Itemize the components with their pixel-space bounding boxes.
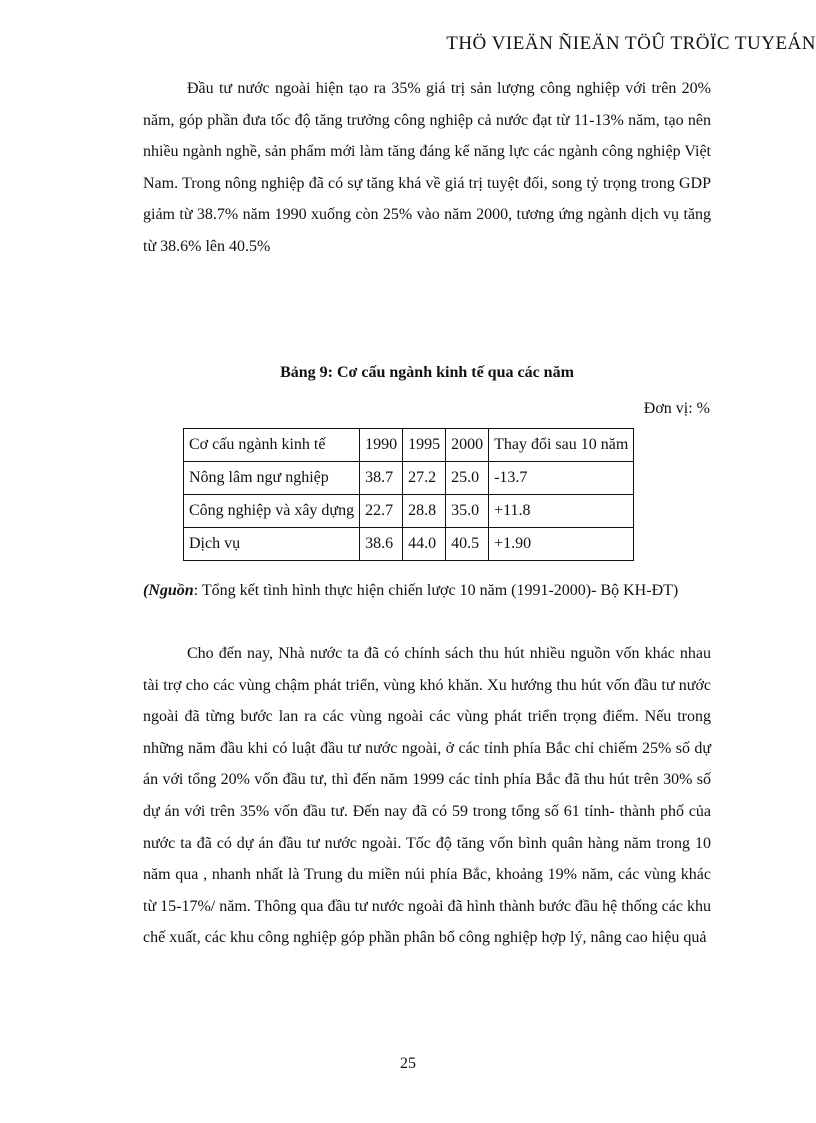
- header-cell: 2000: [446, 429, 489, 462]
- header-cell: 1995: [403, 429, 446, 462]
- table-cell: 27.2: [403, 462, 446, 495]
- header-cell: Cơ cấu ngành kinh tế: [184, 429, 360, 462]
- header-cell: Thay đổi sau 10 năm: [489, 429, 634, 462]
- table-cell: Nông lâm ngư nghiệp: [184, 462, 360, 495]
- running-header: THÖ VIEÄN ÑIEÄN TÖÛ TRÖÏC TUYEÁN: [446, 33, 816, 54]
- table-cell: 44.0: [403, 528, 446, 561]
- table-cell: -13.7: [489, 462, 634, 495]
- source-text: : Tổng kết tình hình thực hiện chiến lược 10 năm (1991-2000)- Bộ KH-ĐT): [193, 582, 679, 599]
- paragraph-intro: Đầu tư nước ngoài hiện tạo ra 35% giá trị sản lượng công nghiệp với trên 20% năm, góp phần đưa tốc độ tăng trưởng công nghiệp cả nước đạt từ 11-13% năm, tạo nên nhiều ngành nghề, sản phẩm mới làm tăng đáng kể năng lực các ngành công nghiệp Việt Nam. Trong nông nghiệp đã có sự tăng khá về giá trị tuyệt đối, song tỷ trọng trong GDP giảm từ 38.7% năm 1990 xuống còn 25% vào năm 2000, tương ứng ngành dịch vụ tăng từ 38.6% lên 40.5%: [143, 80, 711, 255]
- table-cell: 38.6: [360, 528, 403, 561]
- table-cell: 28.8: [403, 495, 446, 528]
- table-cell: 40.5: [446, 528, 489, 561]
- economic-structure-table: [183, 428, 634, 561]
- table-cell: +11.8: [489, 495, 634, 528]
- table-source-note: [143, 575, 711, 607]
- page-number: 25: [400, 1055, 416, 1072]
- source-label: (Nguồn: [143, 582, 194, 599]
- table-cell: Công nghiệp và xây dựng: [184, 495, 360, 528]
- table-cell: 25.0: [446, 462, 489, 495]
- table-cell: 35.0: [446, 495, 489, 528]
- table-cell: 38.7: [360, 462, 403, 495]
- table-cell: 22.7: [360, 495, 403, 528]
- table-title: Bảng 9: Cơ cấu ngành kinh tế qua các năm: [280, 364, 574, 381]
- table-row: [184, 528, 634, 561]
- table-unit: Đơn vị: %: [643, 400, 710, 417]
- table-cell: +1.90: [489, 528, 634, 561]
- table-row: [184, 495, 634, 528]
- header-cell: 1990: [360, 429, 403, 462]
- table-cell: Dịch vụ: [184, 528, 360, 561]
- paragraph-investment: Cho đến nay, Nhà nước ta đã có chính sách thu hút nhiều nguồn vốn khác nhau tài trợ cho các vùng chậm phát triển, vùng khó khăn. Xu hướng thu hút vốn đầu tư nước ngoài đã từng bước lan ra các vùng ngoài các vùng phát triển trọng điểm. Nếu trong những năm đầu khi có luật đầu tư nước ngoài, ở các tỉnh phía Bắc chỉ chiếm 25% số dự án với tổng 20% vốn đầu tư, thì đến năm 1999 các tỉnh phía Bắc đã thu hút trên 30% số dự án với trên 35% vốn đầu tư. Đến nay đã có 59 trong tổng số 61 tỉnh- thành phố của nước ta đã có dự án đầu tư nước ngoài. Tốc độ tăng vốn bình quân hàng năm trong 10 năm qua , nhanh nhất là Trung du miền núi phía Bắc, khoảng 19% năm, các vùng khác từ 15-17%/ năm. Thông qua đầu tư nước ngoài đã hình thành bước đầu hệ thống các khu chế xuất, các khu công nghiệp góp phần phân bổ công nghiệp hợp lý, nâng cao hiệu quả: [143, 645, 711, 947]
- table-row: [184, 462, 634, 495]
- table-header-row: [184, 429, 634, 462]
